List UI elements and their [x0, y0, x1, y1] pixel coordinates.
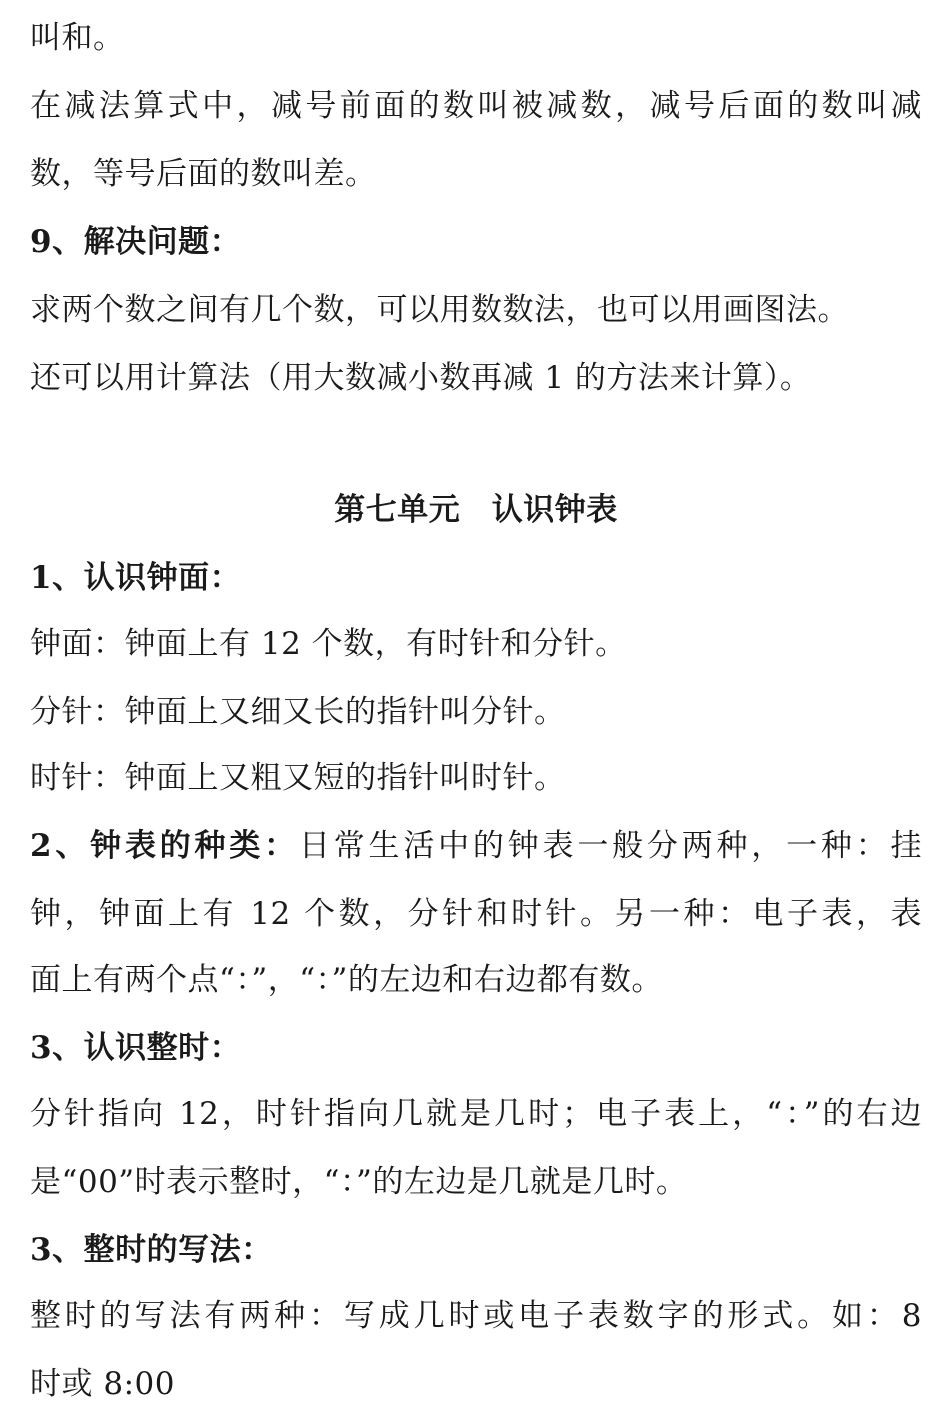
text-line: 还可以用计算法（用大数减小数再减 1 的方法来计算）。 — [30, 360, 812, 396]
text-line: 分针指向 12，时针指向几就是几时；电子表上，“：”的右边 — [30, 1096, 922, 1132]
section-heading: 2、钟表的种类： — [30, 828, 299, 864]
text-line: 钟面：钟面上有 12 个数，有时针和分针。 — [30, 626, 627, 662]
section-heading: 3、认识整时： — [30, 1030, 242, 1066]
text-line — [30, 824, 922, 868]
text-line: 时或 8:00 — [30, 1366, 175, 1402]
text-line: 是“00”时表示整时，“：”的左边是几就是几时。 — [30, 1164, 688, 1200]
text-line: 分针：钟面上又细又长的指针叫分针。 — [30, 694, 566, 730]
section-heading: 9、解决问题： — [30, 224, 242, 260]
text-line: 整时的写法有两种：写成几时或电子表数字的形式。如：8 — [30, 1298, 922, 1334]
text-line: 钟，钟面上有 12 个数，分针和时针。另一种：电子表，表 — [30, 896, 922, 932]
text-line: 求两个数之间有几个数，可以用数数法，也可以用画图法。 — [30, 292, 849, 328]
text-line: 在减法算式中，减号前面的数叫被减数，减号后面的数叫减 — [30, 88, 922, 124]
text-span: 日常生活中的钟表一般分两种，一种：挂 — [298, 828, 922, 864]
text-line: 叫和。 — [30, 20, 125, 56]
text-line: 时针：钟面上又粗又短的指针叫时针。 — [30, 760, 566, 796]
unit-title: 第七单元 认识钟表 — [334, 492, 618, 528]
text-line: 数，等号后面的数叫差。 — [30, 156, 377, 192]
text-line: 面上有两个点“：”，“：”的左边和右边都有数。 — [30, 962, 663, 998]
section-heading: 3、整时的写法： — [30, 1232, 273, 1268]
section-heading: 1、认识钟面： — [30, 560, 242, 596]
